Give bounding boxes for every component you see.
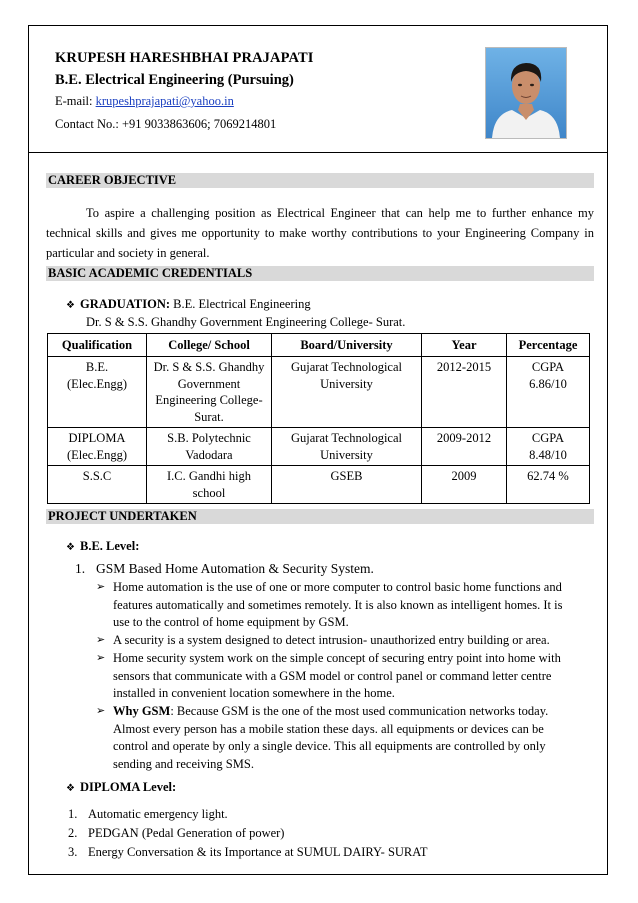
- diamond-bullet-icon: ❖: [66, 783, 75, 794]
- arrow-bullet-icon: ➢: [96, 634, 106, 647]
- table-header-row: [48, 334, 590, 357]
- graduation-block: [66, 296, 405, 330]
- profile-photo: [485, 47, 567, 139]
- table-row: [48, 428, 590, 466]
- table-cell: B.E. (Elec.Engg): [48, 357, 147, 428]
- diamond-bullet-icon: ❖: [66, 300, 75, 311]
- email-label: E-mail:: [55, 94, 96, 108]
- table-row: [48, 357, 590, 428]
- table-row: [48, 466, 590, 504]
- graduation-label: GRADUATION:: [80, 297, 171, 311]
- col-year: Year: [422, 334, 507, 357]
- diploma-level-heading: ❖ DIPLOMA Level:: [66, 780, 177, 794]
- career-objective-text: To aspire a challenging position as Electrical Engineer that can help me to further enhance my technical skills and gives me opportunity to make worthy contributions to your Engineering Company in particular and society in general.: [46, 206, 594, 260]
- graduation-value: B.E. Electrical Engineering: [170, 297, 311, 311]
- contact-number: Contact No.: +91 9033863606; 7069214801: [55, 117, 277, 131]
- list-item: 2. PEDGAN (Pedal Generation of power): [68, 826, 285, 840]
- section-project-undertaken: PROJECT UNDERTAKEN: [46, 509, 594, 524]
- resume-header: [55, 50, 313, 132]
- portrait-image: [486, 48, 566, 138]
- diamond-bullet-icon: ❖: [66, 542, 75, 553]
- candidate-name: KRUPESH HARESHBHAI PRAJAPATI: [55, 50, 314, 66]
- table-cell: Dr. S & S.S. Ghandhy Government Engineering College- Surat.: [147, 357, 272, 428]
- table-cell: GSEB: [272, 466, 422, 504]
- section-academic-credentials: BASIC ACADEMIC CREDENTIALS: [46, 266, 594, 281]
- col-percentage: Percentage: [507, 334, 590, 357]
- be-level-heading: ❖ B.E. Level:: [66, 539, 140, 553]
- graduation-college: Dr. S & S.S. Ghandhy Government Engineering College- Surat.: [86, 315, 406, 329]
- list-item: 1. Automatic emergency light.: [68, 807, 228, 821]
- list-item: ➢ Home automation is the use of one or more computer to control basic home functions and features automatically and sometimes remotely. It is also known as intelligent homes. It is use to the control of home equipment by GSM.: [96, 580, 563, 630]
- be-project-title: 1. GSM Based Home Automation & Security System.: [75, 561, 374, 576]
- table-cell: Gujarat Technological University: [272, 428, 422, 466]
- email-link[interactable]: krupeshprajapati@yahoo.in: [95, 94, 234, 108]
- list-item: ➢ A security is a system designed to detect intrusion- unauthorized entry building or area.: [96, 632, 566, 650]
- table-cell: 2012-2015: [422, 357, 507, 428]
- table-cell: S.B. Polytechnic Vadodara: [147, 428, 272, 466]
- email-line: [55, 94, 313, 109]
- table-cell: Gujarat Technological University: [272, 357, 422, 428]
- table-cell: DIPLOMA (Elec.Engg): [48, 428, 147, 466]
- col-board: Board/University: [272, 334, 422, 357]
- arrow-bullet-icon: ➢: [96, 581, 106, 593]
- table-cell: 62.74 %: [507, 466, 590, 504]
- table-cell: I.C. Gandhi high school: [147, 466, 272, 504]
- academic-table: [47, 333, 590, 504]
- list-item: 3. Energy Conversation & its Importance at SUMUL DAIRY- SURAT: [68, 845, 428, 859]
- be-project-bullets: [96, 579, 566, 774]
- diploma-project-list: [68, 805, 428, 862]
- list-item: ➢ Why GSM: Because GSM is the one of the most used communication networks today. Almost every person has a mobile station these days. all equipments or devices can be control and operate by only a single device. This all equipments are controlled by only sending and receiving SMS.: [96, 703, 549, 772]
- section-career-objective: CAREER OBJECTIVE: [46, 173, 594, 188]
- table-cell: S.S.C: [48, 466, 147, 504]
- table-cell: 2009: [422, 466, 507, 504]
- header-divider: [28, 152, 608, 153]
- col-college: College/ School: [147, 334, 272, 357]
- list-item: ➢ Home security system work on the simple concept of securing entry point into home with sensors that communicate with a GSM model or control panel or command letter centre installed in convenient location somewhere in the home.: [96, 650, 561, 701]
- arrow-bullet-icon: ➢: [96, 704, 106, 717]
- table-cell: CGPA 8.48/10: [507, 428, 590, 466]
- arrow-bullet-icon: ➢: [96, 651, 106, 664]
- table-cell: 2009-2012: [422, 428, 507, 466]
- col-qualification: Qualification: [48, 334, 147, 357]
- table-cell: CGPA 6.86/10: [507, 357, 590, 428]
- candidate-degree: B.E. Electrical Engineering (Pursuing): [55, 72, 294, 88]
